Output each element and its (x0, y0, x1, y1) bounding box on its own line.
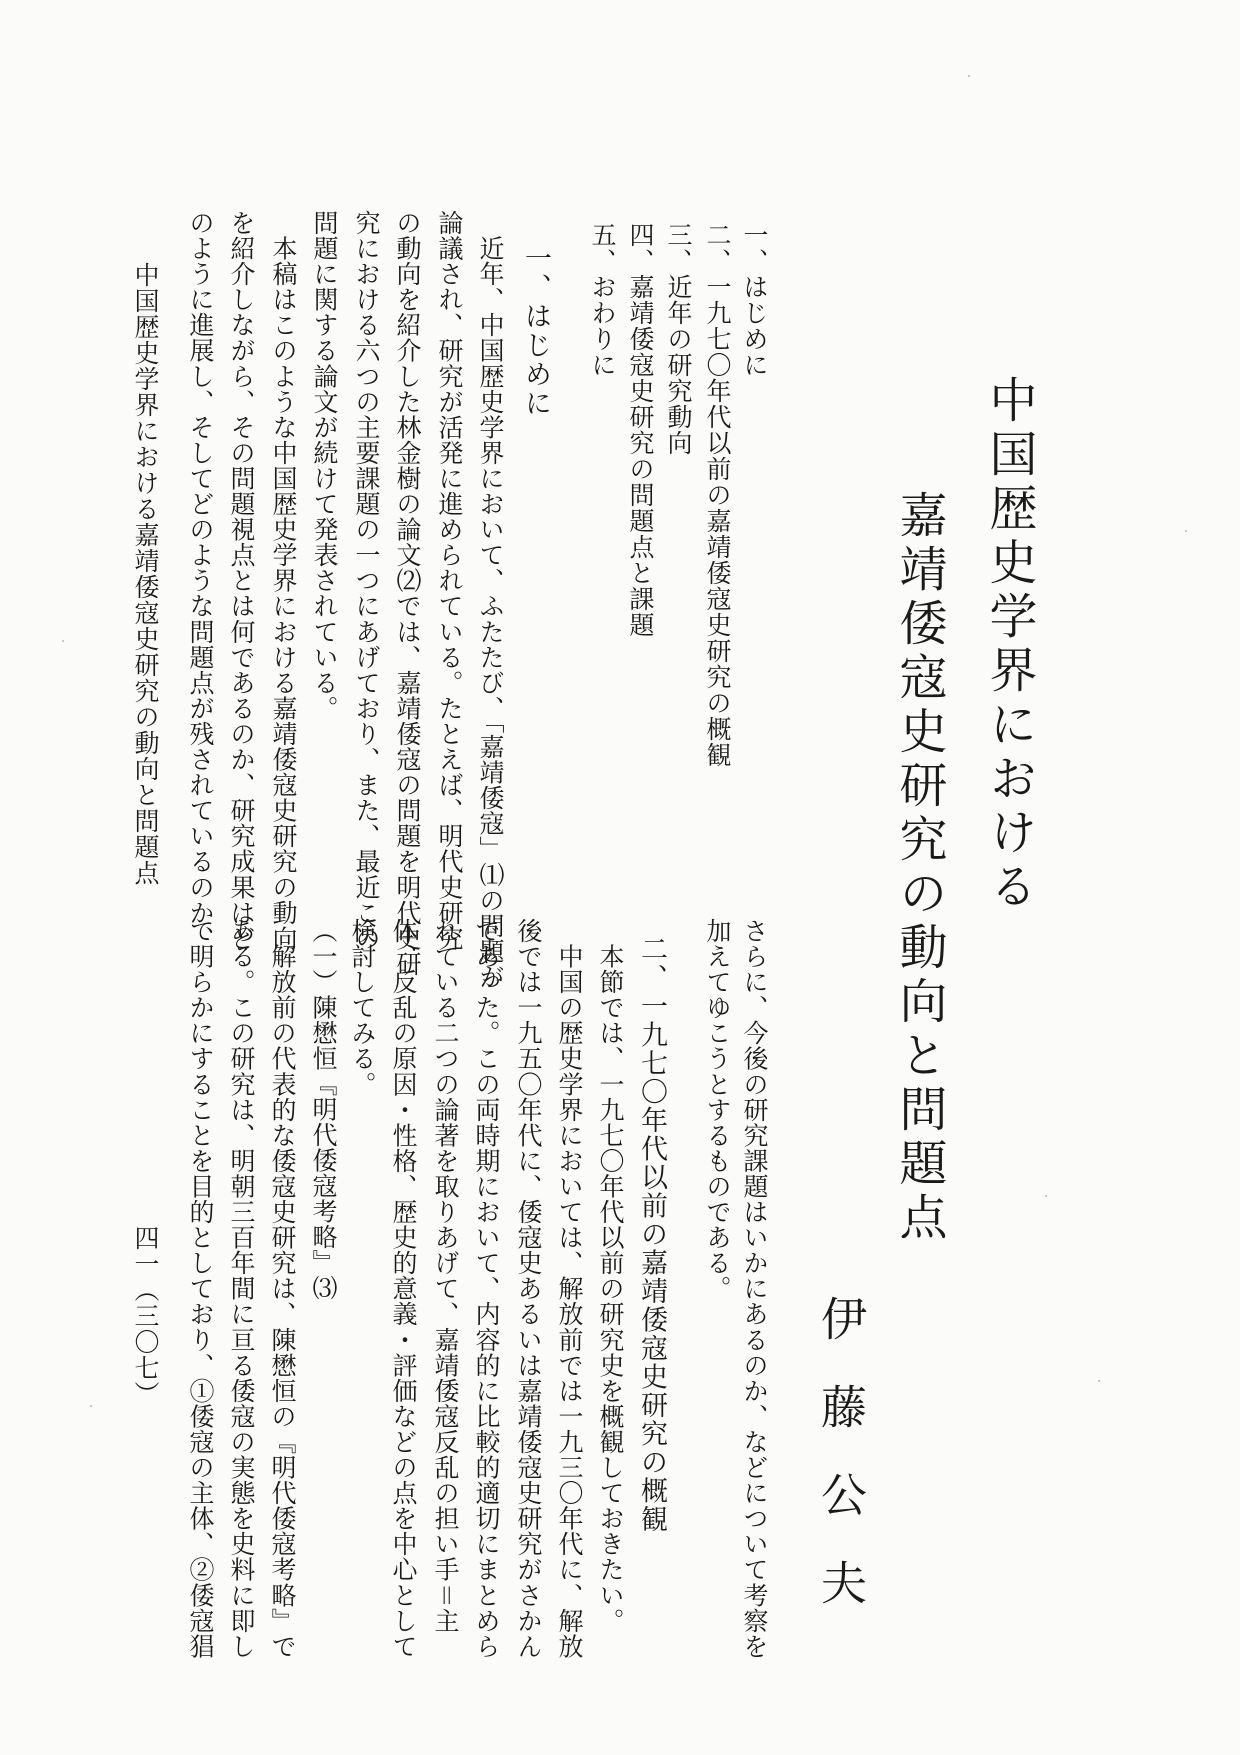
section1-line: のように進展し、そしてどのような問題点が残されているのか、 (186, 210, 215, 951)
section1-line: さらに、今後の研究課題はいかにあるのか、などについて考察を (740, 918, 769, 1659)
section2-line: 体、反乱の原因・性格、歴史的意義・評価などの点を中心として (389, 918, 418, 1659)
scan-speck (968, 75, 970, 77)
scan-speck (62, 640, 64, 642)
section2-line: 後では一九五〇年代に、倭寇史あるいは嘉靖倭寇史研究がさかん (514, 918, 543, 1659)
section1-line: 近年、中国歴史学界において、ふたたび、「嘉靖倭寇」⑴の問題が (476, 210, 505, 990)
toc-item-1: 一、はじめに (740, 222, 769, 378)
section2-sub-line: ある。この研究は、明朝三百年間に亘る倭寇の実態を史料に即し (227, 918, 256, 1659)
toc-item-2: 二、一九七〇年代以前の嘉靖倭寇史研究の概観 (703, 222, 732, 768)
section2-line: であった。この両時期において、内容的に比較的適切にまとめら (472, 918, 501, 1659)
section1-line: を紹介しながら、その問題視点とは何であるのか、研究成果はど (227, 210, 256, 951)
section1-line: 究における六つの主要課題の一つにあげており、また、最近この (352, 210, 381, 951)
section2-line: 中国の歴史学界においては、解放前では一九三〇年代に、解放 (555, 918, 584, 1659)
section1-line: の動向を紹介した林金樹の論文⑵では、嘉靖倭寇の問題を明代史研 (393, 210, 422, 977)
toc-item-3: 三、近年の研究動向 (664, 222, 693, 456)
toc-item-5: 五、おわりに (588, 222, 617, 378)
section1-line: 論議され、研究が活発に進められている。たとえば、明代史研究 (435, 210, 464, 951)
scan-speck (1185, 530, 1187, 532)
section1-line: 問題に関する論文が続けて発表されている。 (310, 210, 339, 721)
section2-line: れている二つの論著を取りあげて、嘉靖倭寇反乱の担い手＝主 (431, 918, 460, 1634)
scan-speck (1045, 1195, 1047, 1197)
section2-line: 本節では、一九七〇年代以前の研究史を概観しておきたい。 (596, 918, 625, 1634)
scan-speck (90, 1405, 92, 1407)
section1-line: 本稿はこのような中国歴史学界における嘉靖倭寇史研究の動向 (269, 210, 298, 951)
section2-sub-line: 解放前の代表的な倭寇史研究は、陳懋恒の『明代倭寇考略』で (268, 918, 297, 1659)
section1-line: 加えてゆこうとするものである。 (703, 918, 732, 1302)
scan-speck (1098, 1380, 1100, 1382)
section2-heading: 二、一九七〇年代以前の嘉靖倭寇史研究の概観 (636, 935, 667, 1534)
section2-sub-line: て明らかにすることを目的としており、①倭寇の主体、②倭寇猖 (186, 918, 215, 1659)
section2-line: 検討してみる。 (348, 918, 377, 1097)
article-title-line1: 中国歴史学界における (981, 375, 1037, 915)
toc-item-4: 四、嘉靖倭寇史研究の問題点と課題 (626, 222, 655, 638)
author-name: 伊藤公夫 (814, 1295, 868, 1647)
section1-heading: 一、はじめに (520, 244, 551, 418)
article-title-line2: 嘉靖倭寇史研究の動向と問題点 (891, 490, 947, 1246)
section2-subheading: （一）陳懋恒『明代倭寇考略』⑶ (309, 918, 338, 1301)
page-number: 四一（三〇七） (131, 1225, 160, 1407)
running-head: 中国歴史学界における嘉靖倭寇史研究の動向と問題点 (131, 262, 160, 886)
